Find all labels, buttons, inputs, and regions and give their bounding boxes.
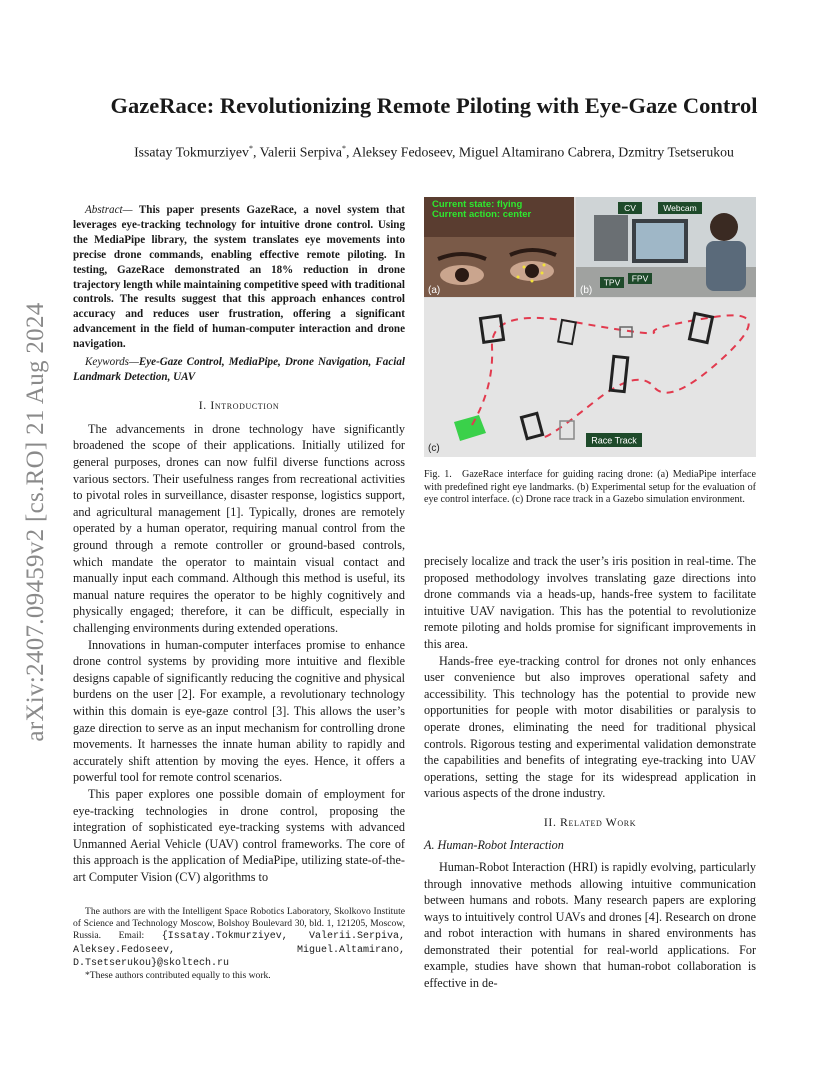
right-column [424, 553, 756, 992]
intro-paragraph-2: Innovations in human-computer interfaces promise to enhance drone control systems by providing more intuitive and flexible designs capable of significantly reducing the cognitive and physical burdens on the user [2]. For example, a revolutionary technology within this domain is eye-gaze control [3]. This allows the user’s gaze direction to serve as an input mechanism for controlling drone movements. It harnesses the innate human ability to rapidly and accurately shift attention by moving the eyes. Hence, it offers a powerful tool for remote control scenarios. [73, 637, 405, 785]
author-mark-2: * [341, 144, 346, 153]
footnote-affiliation [73, 906, 405, 970]
section-heading-related-work: II. Related Work [543, 814, 637, 829]
author-mark-1: * [248, 144, 253, 153]
figure-caption [424, 469, 756, 507]
label-b: (b) [580, 285, 593, 296]
right-paragraph-3: Human-Robot Interaction (HRI) is rapidly evolving, particularly through innovative methods allowing intuitive communication between humans and robots. Many research papers are exploring ways to intuitively control UAVs and drones [4]. Research on drone and robot interaction with humans in shared environments has demonstrated their potential for real-world applications. For example, studies have shown that human-robot collaboration is effective in de- [424, 859, 756, 991]
tag-fpv: FPV [631, 273, 649, 284]
footnote [73, 906, 405, 982]
author-list [60, 144, 808, 161]
paper-title: GazeRace: Revolutionizing Remote Piloting with Eye-Gaze Control [110, 93, 758, 118]
intro-paragraph-1: The advancements in drone technology have significantly broadened the scope of their applications. Initially utilized for general purposes, drones can now fulfil diverse functions across various sectors. Their usefulness ranges from recreational activities to pivotal roles in surveillance, disaster response, logistics support, and agricultural management [1]. Typically, drones are remotely operated by a human operator, requiring manual control from the ground through a remote controller or ground-based controls, which mandate the operator to maintain visual contact and manually input each command. Although this method is useful, its manual nature requires the operator to be highly cognitively and physically engaged; therefore, it can be difficult, especially in challenging environments during extended operations. [73, 421, 405, 635]
section-heading-introduction: I. Introduction [198, 397, 280, 412]
author-text-1: Issatay Tokmurziyev [134, 144, 249, 160]
right-paragraph-2: Hands-free eye-tracking control for drones not only enhances user convenience but also improves operational safety and accessibility. This technology has the potential to provide new opportunities for people with motor disabilities or paralysis to operate drones, eliminating the need for traditional physical controls. Rigorous testing and experimental validation demonstrate the capabilities and benefits of integrating eye-tracking into UAV operations, setting the stage for its widespread application in various aspects of the drone industry. [424, 653, 756, 801]
arxiv-id: arXiv:2407.09459v2 [cs.RO] 21 Aug 2024 [22, 302, 49, 742]
tag-webcam: Webcam [663, 203, 697, 213]
panel-b-setup [576, 197, 756, 297]
right-paragraph-1: precisely localize and track the user’s iris position in real-time. The proposed methodology involves translating gaze directions into drone commands via a heads-up, hands-free system to facilitate intuitive UAV navigation. This has the potential to revolutionize remote piloting and holds promise for significant improvements in this area. [424, 554, 756, 651]
footnote-affiliation-text: The authors are with the Intelligent Space Robotics Laboratory, Skolkovo Institute of Science and Technology Moscow, Bolshoy Boulevard 30, bld. 1, 121205, Moscow, Russia. Email: [73, 906, 405, 942]
label-c: (c) [428, 443, 440, 454]
left-column [73, 203, 405, 886]
author-text-2: , Valerii Serpiva [252, 144, 342, 160]
label-a: (a) [428, 285, 441, 296]
intro-paragraph-3: This paper explores one possible domain of employment for eye-tracking technologies in drone control, proposing the integration of sophisticated eye-tracking systems with advanced Unmanned Aerial Vehicle (UAV) control frameworks. The core of this approach is the application of MediaPipe, utilizing state-of-the-art Computer Vision (CV) algorithms to [73, 786, 405, 884]
abstract-text: This paper presents GazeRace, a novel system that leverages eye-tracking technology for intuitive drone control. Using the MediaPipe library, the system translates eye movements into precise drone commands, enabling effective remote piloting. In testing, GazeRace demonstrated an 18% reduction in drone trajectory length while maintaining competitive speed with traditional controls. The results suggest that this approach enhances control accuracy and reduces user frustration, offering a significant advancement in the field of human-computer interaction and drone navigation. [73, 204, 405, 351]
panel-c-race-track [424, 298, 756, 457]
figure-1-image [424, 197, 756, 457]
abstract-label: Abstract— [85, 204, 133, 216]
tag-race-track: Race Track [591, 435, 637, 446]
overlay-state-text: Current state: flying [432, 199, 523, 210]
author-text-3: , Aleksey Fedoseev, Miguel Altamirano Cabrera, Dzmitry Tsetserukou [345, 144, 734, 160]
arxiv-stamp [0, 0, 60, 1072]
tag-cv: CV [624, 203, 636, 213]
footnote-equal-contribution: *These authors contributed equally to this work. [85, 970, 271, 982]
figure-caption-label: Fig. 1. [424, 469, 452, 480]
keywords-text: Eye-Gaze Control, MediaPipe, Drone Navigation, Facial Landmark Detection, UAV [73, 356, 405, 383]
overlay-action-text: Current action: center [432, 209, 532, 220]
abstract [73, 203, 405, 352]
keywords [73, 355, 405, 385]
footnote-emails: {Issatay.Tokmurziyev, Valerii.Serpiva, Aleksey.Fedoseev, Miguel.Altamirano, D.Tsetserukou}@skoltech.ru [73, 931, 405, 969]
tag-tpv: TPV [603, 277, 621, 288]
subsection-heading-hri: A. Human-Robot Interaction [424, 837, 564, 852]
keywords-label: Keywords— [85, 356, 139, 369]
panel-a-face [424, 197, 574, 297]
figure-1 [424, 197, 756, 457]
figure-caption-text: GazeRace interface for guiding racing drone: (a) MediaPipe interface with predefined right eye landmarks. (b) Experimental setup for the evaluation of eye control interface. (c) Drone race track in a Gazebo simulation environment. [424, 469, 756, 506]
